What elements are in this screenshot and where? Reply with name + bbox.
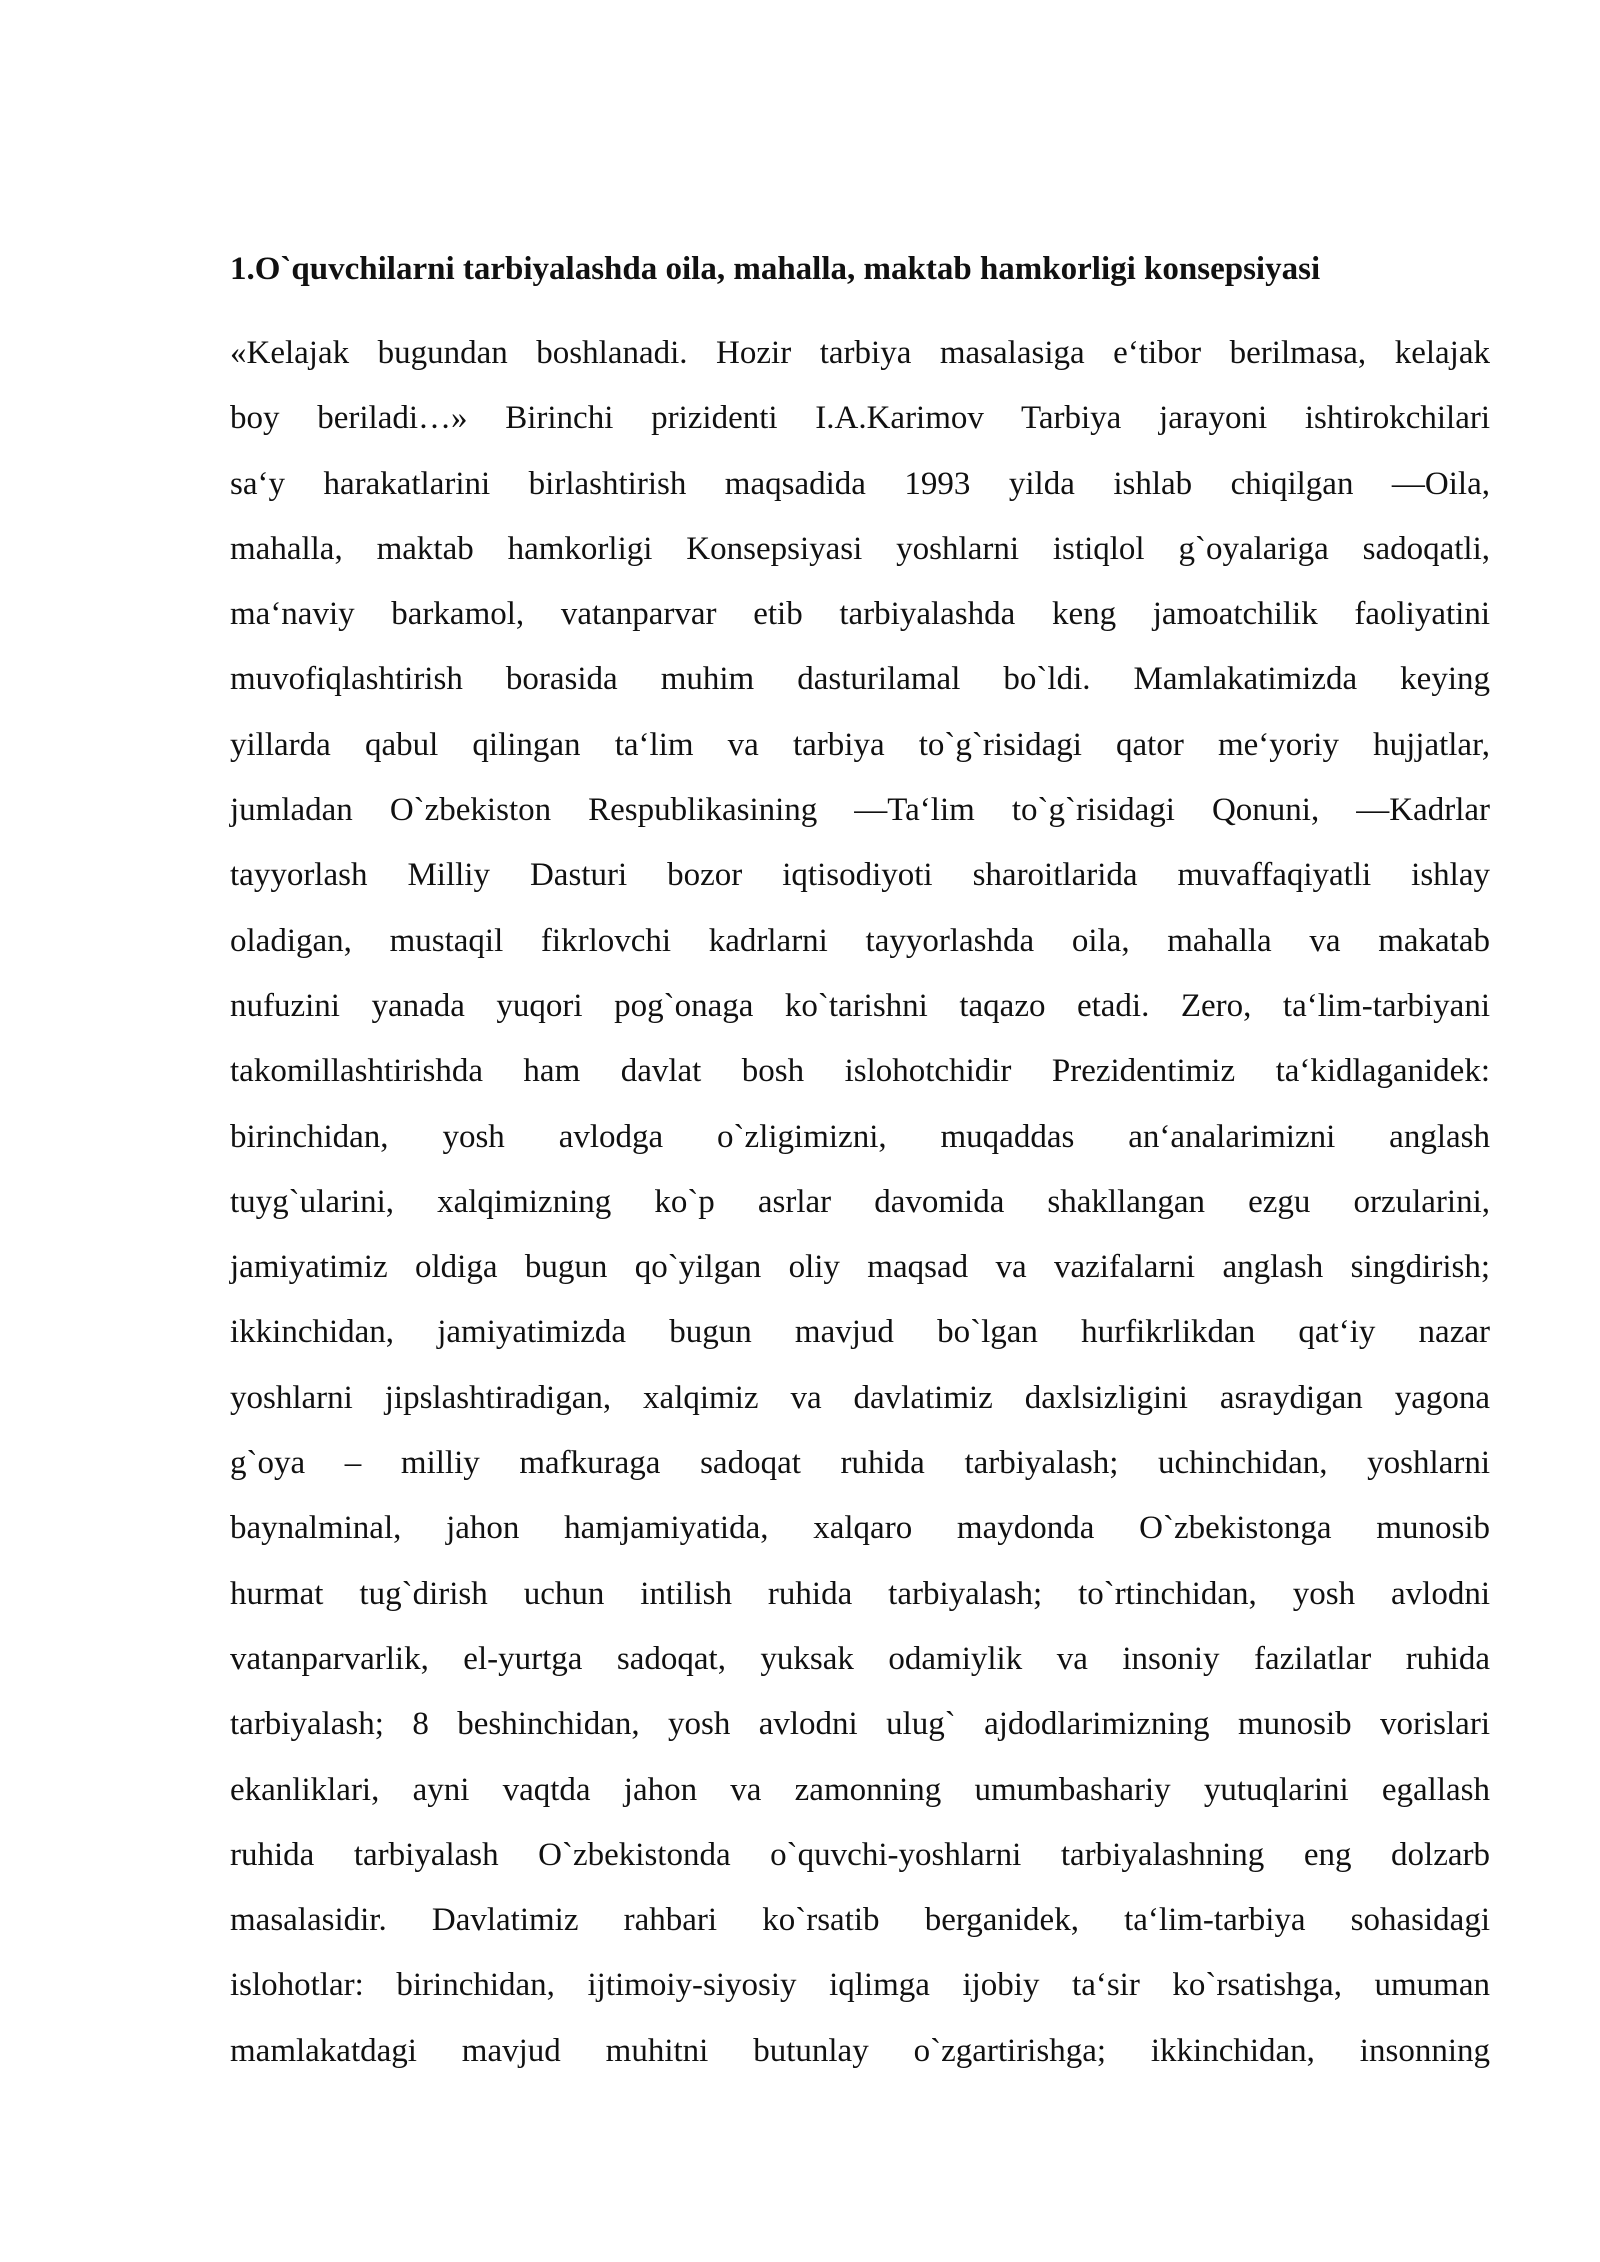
- text-line: hurmat tug`dirish uchun intilish ruhida tarbiyalash; to`rtinchidan, yosh avlodni: [230, 1575, 1490, 1612]
- text-line: nufuzini yanada yuqori pog`onaga ko`tarishni taqazo etadi. Zero, ta‘lim-tarbiyani: [230, 987, 1490, 1024]
- text-line: mamlakatdagi mavjud muhitni butunlay o`zgartirishga; ikkinchidan, insonning: [230, 2032, 1490, 2069]
- text-line: takomillashtirishda ham davlat bosh islohotchidir Prezidentimiz ta‘kidlaganidek:: [230, 1053, 1490, 1090]
- text-line: jamiyatimiz oldiga bugun qo`yilgan oliy maqsad va vazifalarni anglash singdirish;: [230, 1249, 1490, 1286]
- section-heading: 1.O`quvchilarni tarbiyalashda oila, mahalla, maktab hamkorligi konsepsiyasi: [230, 251, 1321, 287]
- text-line: mahalla, maktab hamkorligi Konsepsiyasi yoshlarni istiqlol g`oyalariga sadoqatli,: [230, 530, 1490, 567]
- text-line: yillarda qabul qilingan ta‘lim va tarbiya to`g`risidagi qator me‘yoriy hujjatlar,: [230, 726, 1490, 763]
- text-line: g`oya – milliy mafkuraga sadoqat ruhida tarbiyalash; uchinchidan, yoshlarni: [230, 1445, 1490, 1482]
- text-line: sa‘y harakatlarini birlashtirish maqsadida 1993 yilda ishlab chiqilgan ―Oila,: [230, 465, 1490, 502]
- text-line: jumladan O`zbekiston Respublikasining ―Ta‘lim to`g`risidagi Qonuni, ―Kadrlar: [230, 792, 1490, 829]
- text-line: baynalminal, jahon hamjamiyatida, xalqaro maydonda O`zbekistonga munosib: [230, 1510, 1490, 1547]
- text-line: muvofiqlashtirish borasida muhim dasturilamal bo`ldi. Mamlakatimizda keying: [230, 661, 1490, 698]
- text-line: masalasidir. Davlatimiz rahbari ko`rsatib berganidek, ta‘lim-tarbiya sohasidagi: [230, 1902, 1490, 1939]
- text-line: oladigan, mustaqil fikrlovchi kadrlarni tayyorlashda oila, mahalla va makatab: [230, 922, 1490, 959]
- body-paragraph: [230, 321, 1490, 2084]
- text-line: ikkinchidan, jamiyatimizda bugun mavjud bo`lgan hurfikrlikdan qat‘iy nazar: [230, 1314, 1490, 1351]
- text-line: tarbiyalash; 8 beshinchidan, yosh avlodni ulug` ajdodlarimizning munosib vorislari: [230, 1706, 1490, 1743]
- text-line: ma‘naviy barkamol, vatanparvar etib tarbiyalashda keng jamoatchilik faoliyatini: [230, 596, 1490, 633]
- text-line: ekanliklari, ayni vaqtda jahon va zamonning umumbashariy yutuqlarini egallash: [230, 1771, 1490, 1808]
- text-line: vatanparvarlik, el-yurtga sadoqat, yuksak odamiylik va insoniy fazilatlar ruhida: [230, 1640, 1490, 1677]
- text-line: boy beriladi…» Birinchi prizidenti I.A.Karimov Tarbiya jarayoni ishtirokchilari: [230, 400, 1490, 437]
- text-line: yoshlarni jipslashtiradigan, xalqimiz va davlatimiz daxlsizligini asraydigan yagona: [230, 1379, 1490, 1416]
- text-line: islohotlar: birinchidan, ijtimoiy-siyosiy iqlimga ijobiy ta‘sir ko`rsatishga, umuman: [230, 1967, 1490, 2004]
- text-line: tuyg`ularini, xalqimizning ko`p asrlar davomida shakllangan ezgu orzularini,: [230, 1183, 1490, 1220]
- document-body: [230, 245, 1490, 2084]
- text-line: tayyorlash Milliy Dasturi bozor iqtisodiyoti sharoitlarida muvaffaqiyatli ishlay: [230, 857, 1490, 894]
- text-line: birinchidan, yosh avlodga o`zligimizni, muqaddas an‘analarimizni anglash: [230, 1118, 1490, 1155]
- text-line: «Kelajak bugundan boshlanadi. Hozir tarbiya masalasiga e‘tibor berilmasa, kelajak: [230, 335, 1490, 371]
- text-line: ruhida tarbiyalash O`zbekistonda o`quvchi-yoshlarni tarbiyalashning eng dolzarb: [230, 1836, 1490, 1873]
